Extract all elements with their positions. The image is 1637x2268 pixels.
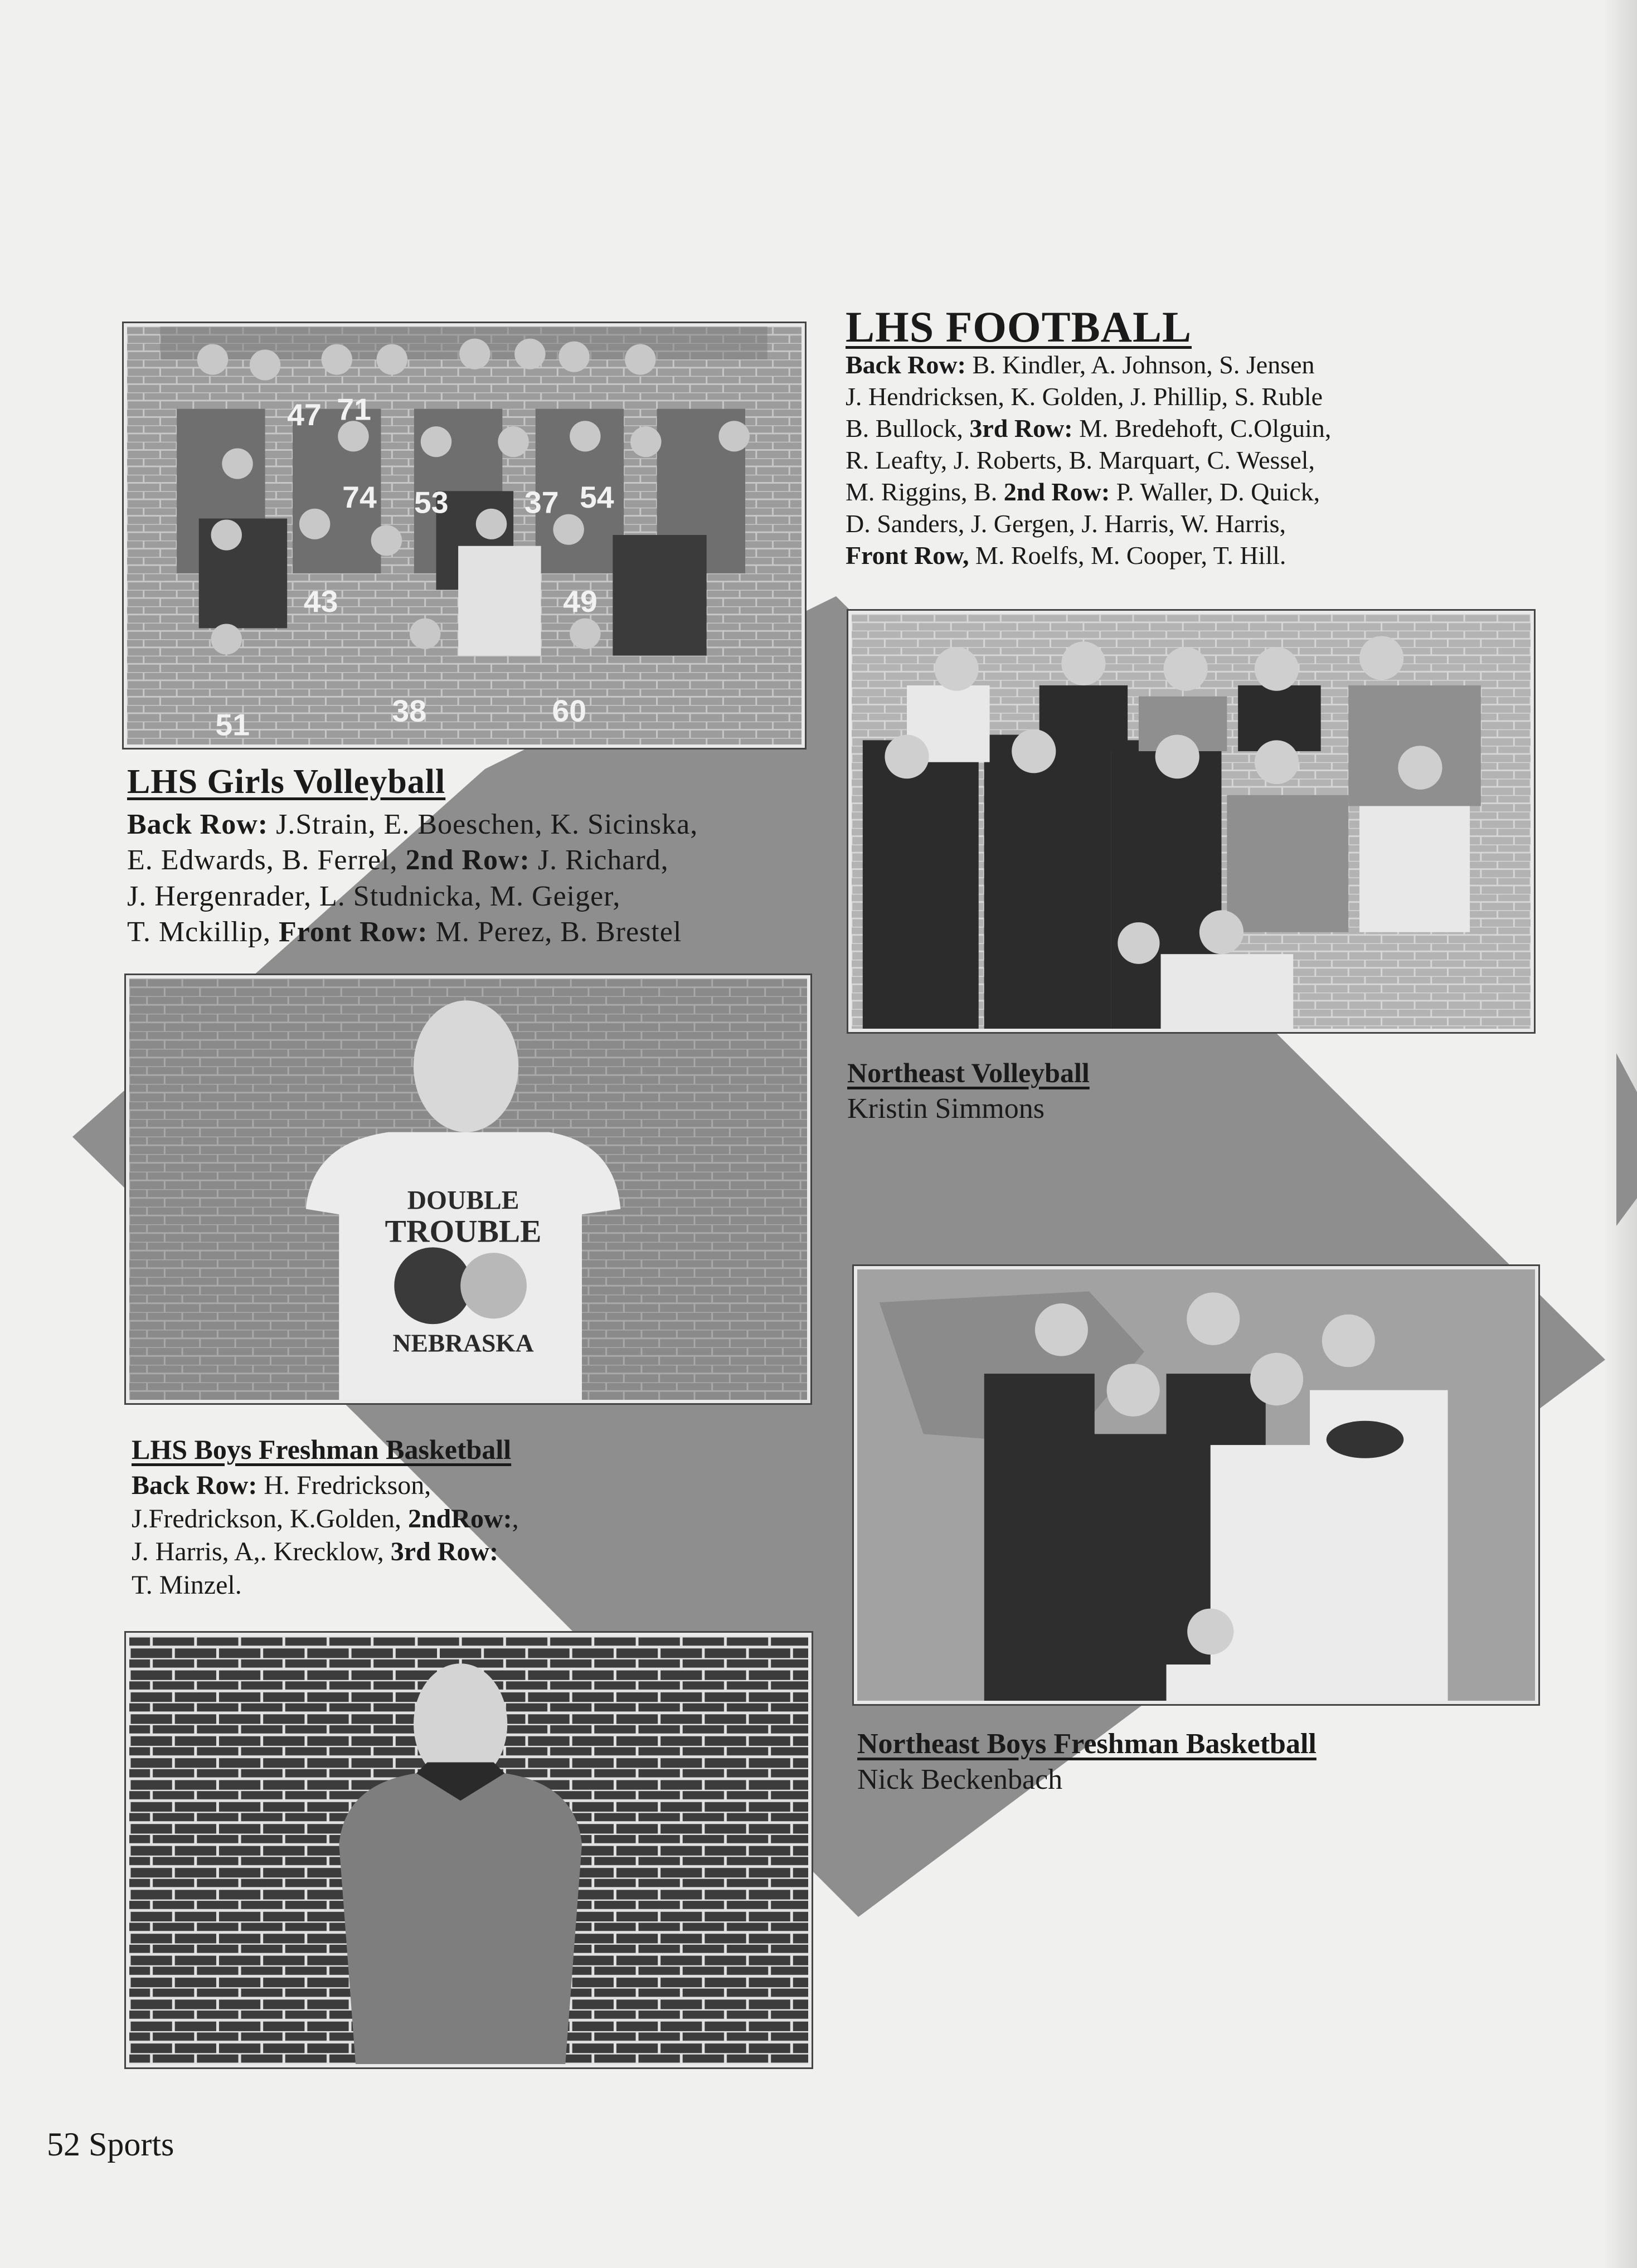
names: J. Richard, [530, 844, 669, 877]
girls-volleyball-line [127, 843, 698, 878]
football-line [846, 539, 1331, 571]
jersey-number: 47 [287, 397, 322, 432]
row-label: Back Row: [846, 351, 966, 379]
boys-freshman-caption [132, 1432, 519, 1602]
boys-freshman-player-photo [126, 975, 810, 1403]
row-label: 2nd Row: [1003, 478, 1110, 507]
volleyball-photo-art [852, 614, 1531, 1029]
row-label: 3rd Row: [390, 1537, 499, 1567]
names: J. Harris, A,. Krecklow, [132, 1537, 391, 1567]
names: T. Mckillip, [127, 916, 279, 948]
boys-freshman-line [132, 1469, 519, 1502]
jersey-number: 49 [563, 583, 598, 619]
northeast-boys-photo [854, 1266, 1538, 1704]
girls-volleyball-caption [127, 761, 698, 951]
names: E. Edwards, B. Ferrel, [127, 844, 406, 877]
football-caption [846, 305, 1331, 571]
northeast-volleyball-caption [847, 1055, 1090, 1127]
boys-freshman-title: LHS Boys Freshman Basketball [132, 1434, 512, 1465]
northeast-boys-caption [857, 1726, 1317, 1798]
row-label: 3rd Row: [969, 414, 1073, 443]
football-title: LHS FOOTBALL [846, 303, 1192, 351]
jersey-number: 38 [392, 693, 426, 728]
jersey-number: 60 [552, 693, 587, 728]
jersey-number: 71 [337, 392, 371, 427]
row-label: 2ndRow: [407, 1503, 512, 1534]
row-label: Back Row: [127, 808, 269, 840]
polo-photo-art [129, 1636, 808, 2064]
boys-freshman-line [132, 1535, 519, 1569]
northeast-volleyball-photo [848, 611, 1534, 1032]
shirt-text: DOUBLE [407, 1186, 519, 1215]
girls-volleyball-line [127, 807, 698, 843]
northeast-boys-photo-art [857, 1269, 1535, 1701]
jersey-number: 37 [524, 485, 559, 520]
northeast-volleyball-title: Northeast Volleyball [847, 1057, 1090, 1088]
polo-player-photo [126, 1633, 812, 2067]
names: M. Perez, B. Brestel [428, 916, 682, 948]
northeast-volleyball-name: Kristin Simmons [847, 1093, 1045, 1125]
jersey-number: 51 [215, 707, 250, 742]
right-arrow-tip [1616, 1053, 1637, 1226]
football-line: R. Leafty, J. Roberts, B. Marquart, C. Wessel, [846, 446, 1315, 475]
names: J.Fredrickson, K.Golden, [132, 1503, 408, 1534]
football-line [846, 412, 1331, 444]
girls-volleyball-line: J. Hergenrader, L. Studnicka, M. Geiger, [127, 880, 621, 912]
boys-freshman-line: T. Minzel. [132, 1570, 242, 1600]
row-label: 2nd Row: [405, 844, 530, 877]
names: J.Strain, E. Boeschen, K. Sicinska, [268, 808, 698, 840]
names: M. Riggins, B. [846, 478, 1004, 507]
jersey-number: 54 [579, 479, 614, 514]
shirt-text: TROUBLE [385, 1214, 542, 1249]
names: P. Waller, D. Quick, [1110, 478, 1320, 507]
names: H. Fredrickson, [257, 1471, 431, 1500]
football-line [846, 476, 1331, 508]
football-line: D. Sanders, J. Gergen, J. Harris, W. Harris, [846, 509, 1286, 538]
player-photo-art [129, 979, 807, 1400]
football-line: J. Hendricksen, K. Golden, J. Phillip, S. Ruble [846, 382, 1323, 411]
jersey-number: 74 [342, 479, 377, 514]
names: M. Bredehoft, C.Olguin, [1072, 414, 1332, 443]
boys-freshman-line [132, 1502, 519, 1536]
row-label: Front Row, [846, 541, 969, 570]
row-label: Front Row: [279, 916, 428, 948]
football-photo-art [127, 327, 802, 744]
names: B. Bullock, [846, 414, 970, 443]
girls-volleyball-title: LHS Girls Volleyball [127, 763, 446, 801]
football-team-photo [124, 323, 805, 748]
jersey-number: 53 [414, 485, 449, 520]
page-folio: 52 Sports [47, 2126, 174, 2163]
girls-volleyball-line [127, 914, 698, 950]
names: M. Roelfs, M. Cooper, T. Hill. [969, 541, 1286, 570]
football-line [846, 349, 1331, 381]
row-label: Back Row: [132, 1471, 258, 1500]
names: B. Kindler, A. Johnson, S. Jensen [965, 351, 1315, 379]
shirt-text: NEBRASKA [392, 1329, 534, 1357]
jersey-number: 43 [303, 583, 338, 619]
northeast-boys-name: Nick Beckenbach [857, 1764, 1063, 1796]
names: , [512, 1503, 519, 1534]
northeast-boys-title: Northeast Boys Freshman Basketball [857, 1728, 1317, 1760]
